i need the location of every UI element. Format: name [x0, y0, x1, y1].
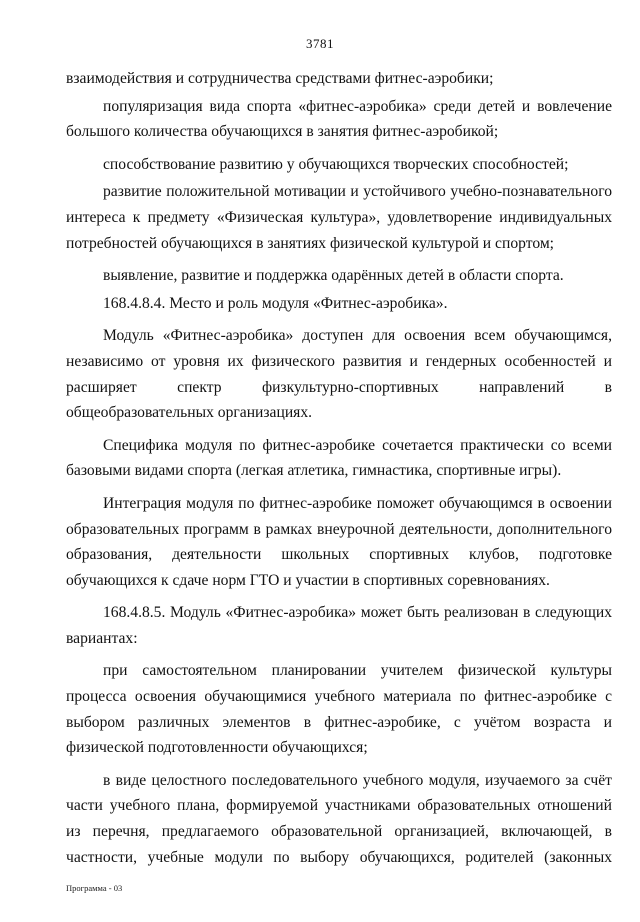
paragraph: Интеграция модуля по фитнес-аэробике поможет обучающимся в освоении образовательных программ в рамках внеурочной деятельности, дополнительного образования, деятельности школьных спортивных клубов, подготовке обучающихся к сдаче норм ГТО и участии в спортивных соревнованиях. [66, 494, 612, 589]
section-heading: 168.4.8.5. Модуль «Фитнес-аэробика» может быть реализован в следующих вариантах: [66, 604, 612, 647]
section-heading: 168.4.8.4. Место и роль модуля «Фитнес-аэробика». [103, 294, 448, 312]
paragraph: выявление, развитие и поддержка одарённых детей в области спорта. [103, 267, 564, 285]
paragraph: взаимодействия и сотрудничества средствами фитнес-аэробики; [66, 70, 494, 87]
page-number: 3781 [306, 36, 334, 51]
paragraph: Модуль «Фитнес-аэробика» доступен для освоения всем обучающимся, независимо от уровня их физического развития и гендерных особенностей и расширяет спектр физкультурно-спортивных направлений в общеобразовательных организациях. [66, 327, 612, 422]
paragraph: популяризация вида спорта «фитнес-аэробика» среди детей и вовлечение большого количества обучающихся в занятия фитнес-аэробикой; [66, 97, 612, 141]
paragraph: Специфика модуля по фитнес-аэробике сочетается практически со всеми базовыми видами спорта (легкая атлетика, гимнастика, спортивные игры). [66, 436, 612, 480]
paragraph: способствование развитию у обучающихся творческих способностей; [103, 155, 569, 173]
paragraph: в виде целостного последовательного учебного модуля, изучаемого за счёт части учебного плана, формируемой участниками образовательных отношений из перечня, предлагаемого образовательной организацией, включающей, в частности, учебные модули по выбору обучающихся, родителей (законных [66, 771, 612, 866]
paragraph: при самостоятельном планировании учителем физической культуры процесса освоения обучающимися учебного материала по фитнес-аэробике с выбором различных элементов в фитнес-аэробике, с учётом возраста и физической подготовленности обучающихся; [66, 662, 612, 757]
paragraph: развитие положительной мотивации и устойчивого учебно-познавательного интереса к предмету «Физическая культура», удовлетворение индивидуальных потребностей обучающихся в занятиях физической культурой и спортом; [66, 183, 612, 252]
document-body [66, 66, 612, 877]
footer-label: Программа - 03 [66, 883, 123, 893]
